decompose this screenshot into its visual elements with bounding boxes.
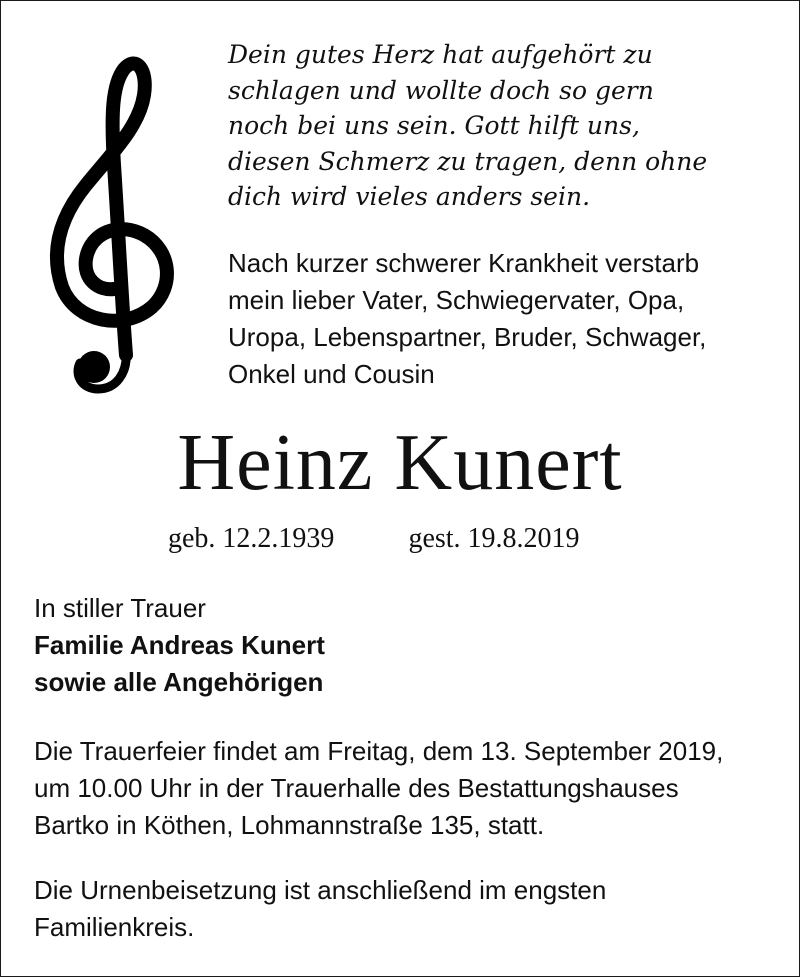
- life-dates: [168, 521, 580, 557]
- poem-line: noch bei uns sein. Gott hilft uns,: [228, 111, 640, 140]
- announcement-line: Onkel und Cousin: [228, 359, 435, 389]
- death-date: gest. 19.8.2019: [408, 523, 580, 554]
- family-name: Familie Andreas Kunert: [34, 630, 325, 660]
- funeral-ceremony-info: [34, 733, 784, 844]
- mourning-intro: In stiller Trauer: [34, 593, 206, 623]
- poem-line: schlagen und wollte doch so gern: [228, 75, 654, 105]
- relatives: sowie alle Angehörigen: [34, 667, 324, 697]
- death-announcement: [228, 245, 768, 393]
- announcement-line: Uropa, Lebenspartner, Bruder, Schwager,: [228, 322, 707, 352]
- poem-line: Dein gutes Herz hat aufgehört zu: [228, 40, 653, 69]
- birth-date: geb. 12.2.1939: [168, 523, 335, 554]
- treble-clef-icon: [40, 55, 180, 395]
- mourners-block: [34, 590, 325, 701]
- ceremony-line: um 10.00 Uhr in der Trauerhalle des Bestattungshauses: [34, 773, 679, 803]
- ceremony-line: Die Trauerfeier findet am Freitag, dem 13. September 2019,: [34, 736, 724, 766]
- ceremony-line: Bartko in Köthen, Lohmannstraße 135, statt.: [34, 810, 545, 840]
- poem-line: dich wird vieles anders sein.: [228, 182, 591, 211]
- urn-line: Die Urnenbeisetzung ist anschließend im engsten: [34, 875, 607, 905]
- poem: [228, 37, 768, 215]
- announcement-line: Nach kurzer schwerer Krankheit verstarb: [228, 248, 700, 278]
- announcement-line: mein lieber Vater, Schwiegervater, Opa,: [228, 285, 685, 315]
- poem-line: diesen Schmerz zu tragen, denn ohne: [228, 146, 708, 176]
- deceased-name: Heinz Kunert: [177, 419, 623, 507]
- urn-line: Familienkreis.: [34, 912, 195, 942]
- urn-burial-info: [34, 872, 784, 946]
